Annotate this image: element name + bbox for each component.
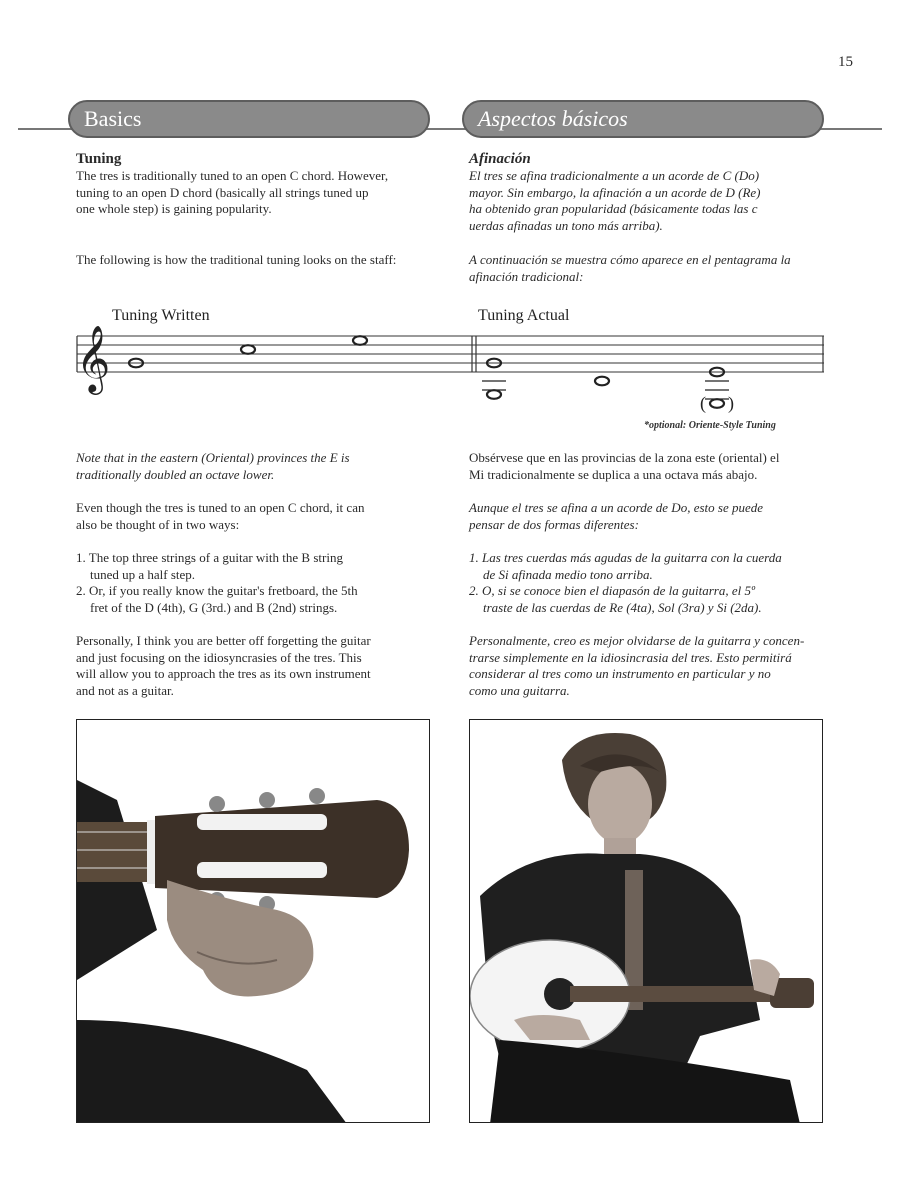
header-rule-left — [18, 128, 78, 130]
personal-line: will allow you to approach the tres as its own instrument — [76, 666, 371, 681]
afinacion-intro-line: mayor. Sin embargo, la afinación a un acorde de D (Re) — [469, 184, 761, 200]
actual-notes — [487, 359, 724, 408]
banner-aspectos-basicos: Aspectos básicos — [462, 100, 824, 138]
right-column-bottom — [469, 450, 829, 699]
list-item: 1. The top three strings of a guitar with the B string tuned up a half step. — [76, 550, 343, 582]
tuning-intro-line: The tres is traditionally tuned to an open C chord. However, — [76, 168, 389, 183]
tuning-intro-line: tuning to an open D chord (basically all strings tuned up — [76, 184, 369, 200]
note-line-es: Mi tradicionalmente se duplica a una octava más abajo. — [469, 466, 758, 482]
right-column-top — [469, 150, 829, 285]
tuning-intro-line: one whole step) is gaining popularity. — [76, 201, 272, 216]
banner-basics: Basics — [68, 100, 430, 138]
page-number: 15 — [838, 54, 853, 70]
staff-intro-es: A continuación se muestra cómo aparece en el pentagrama la — [469, 252, 791, 267]
list-item: 2. O, si se conoce bien el diapasón de la guitarra, el 5º traste de las cuerdas de Re (4ta), Sol (3ra) y Si (2da). — [469, 583, 762, 615]
note-line: traditionally doubled an octave lower. — [76, 466, 275, 482]
personal-line-es: considerar al tres como un instrumento en particular y no — [469, 666, 771, 681]
even-line: Even though the tres is tuned to an open C chord, it can — [76, 500, 365, 515]
afinacion-heading: Afinación — [469, 151, 531, 167]
personal-line-es: como una guitarra. — [469, 682, 570, 698]
tuning-heading: Tuning — [76, 151, 122, 167]
photo-headstock-hand — [76, 719, 430, 1123]
personal-line: Personally, I think you are better off forgetting the guitar — [76, 633, 371, 648]
optional-parenthesis-close: ) — [728, 393, 734, 413]
even-line-es: Aunque el tres se afina a un acorde de Do, esto se puede — [469, 500, 763, 515]
header-rule-right — [820, 128, 882, 130]
staff-intro: The following is how the traditional tuning looks on the staff: — [76, 251, 397, 267]
optional-parenthesis-open: ( — [700, 393, 706, 413]
personal-line-es: trarse simplemente en la idiosincrasia del tres. Esto permitirá — [469, 649, 792, 665]
note-line-es: Obsérvese que en las provincias de la zona este (oriental) el — [469, 450, 780, 465]
left-column-bottom — [76, 450, 426, 699]
treble-clef-icon: 𝄞 — [76, 324, 111, 392]
optional-footnote: *optional: Oriente-Style Tuning — [644, 420, 776, 431]
list-item: 1. Las tres cuerdas más agudas de la guitarra con la cuerda de Si afinada medio tono arriba. — [469, 550, 782, 582]
personal-line: and not as a guitar. — [76, 682, 174, 698]
left-column-top — [76, 150, 426, 268]
afinacion-intro-line: El tres se afina tradicionalmente a un acorde de C (Do) — [469, 168, 760, 183]
personal-line: and just focusing on the idiosyncrasies of the tres. This — [76, 649, 362, 665]
photo-player — [469, 719, 823, 1123]
headstock-illustration — [77, 720, 430, 1123]
afinacion-intro-line: ha obtenido gran popularidad (básicamente todas las c — [469, 201, 758, 216]
header-rule-middle — [425, 128, 470, 130]
tuning-written-label: Tuning Written — [112, 307, 210, 324]
afinacion-intro-line: uerdas afinadas un tono más arriba). — [469, 217, 663, 233]
even-line: also be thought of in two ways: — [76, 516, 240, 532]
personal-line-es: Personalmente, creo es mejor olvidarse de la guitarra y concen- — [469, 633, 805, 648]
list-item: 2. Or, if you really know the guitar's fretboard, the 5th fret of the D (4th), G (3rd.) and B (2nd) strings. — [76, 583, 358, 615]
staff-lines — [77, 336, 824, 372]
tuning-actual-label: Tuning Actual — [478, 307, 570, 324]
note-line: Note that in the eastern (Oriental) provinces the E is — [76, 450, 350, 465]
player-illustration — [470, 720, 823, 1123]
staff-intro-es: afinación tradicional: — [469, 268, 584, 284]
even-line-es: pensar de dos formas diferentes: — [469, 516, 639, 532]
music-staff — [72, 300, 832, 440]
